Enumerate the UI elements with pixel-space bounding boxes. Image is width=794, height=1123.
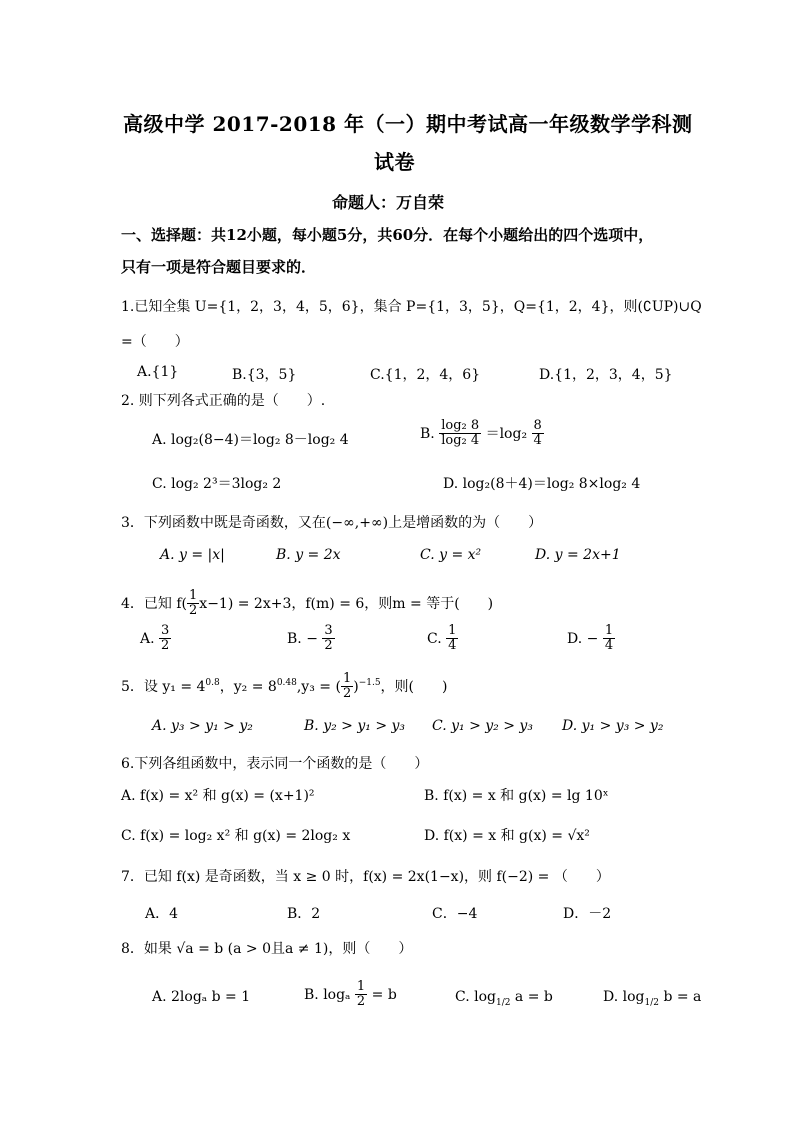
fraction-numerator: 3 [324,623,333,638]
question-8-stem: 8．如果 √a = b (a > 0且a ≠ 1)，则（ ） [121,941,413,957]
log-base: 1/2 [495,997,511,1008]
question-6-option-b: B. f(x) = x 和 g(x) = lg 10ˣ [424,788,609,804]
question-1-option-d: D.{1，2，3，4，5} [539,367,673,383]
question-5-stem-e: ，则( ) [380,678,448,695]
fraction-numerator: 1 [342,671,352,686]
question-4-option-c [427,624,458,654]
question-5-stem [121,672,447,702]
section-heading-line1: 一、选择题：共12小题，每小题5分，共60分．在每个小题给出的四个选项中， [121,226,654,244]
option-fraction [446,624,458,654]
question-6-option-d: D. f(x) = x 和 g(x) = √x² [424,828,590,844]
fraction-denominator: log₂ 4 [441,433,480,449]
question-5-option-a: A. y₃ > y₁ > y₂ [152,718,253,734]
question-2-option-b-label: B. [420,425,435,442]
question-3-option-a: A. y = |x| [160,547,225,563]
fraction-numerator: 3 [161,623,170,638]
option-fraction [355,980,367,1010]
question-7-option-b: B．2 [287,906,321,922]
option-label: D. log [603,989,645,1005]
question-2-option-b-equals: ＝log₂ [485,425,528,442]
question-2-option-b-fraction2 [532,419,544,449]
question-1-option-b: B.{3，5} [232,367,297,383]
option-label: B. logₐ [304,986,351,1003]
question-5-stem-a: 5．设 y₁ = 4 [121,678,206,695]
fraction-denominator: 4 [533,433,542,449]
fraction-denominator: 2 [342,686,352,702]
question-3-option-c: C. y = x² [420,547,482,563]
question-6-stem: 6.下列各组函数中，表示同一个函数的是（ ） [121,756,429,772]
option-rest: b = a [663,989,702,1005]
fraction-denominator: 4 [448,638,457,654]
question-5-stem-b: ，y₂ = 8 [219,678,277,695]
question-3-option-b: B. y = 2x [276,547,341,563]
question-4-option-b [287,624,335,654]
question-6-option-a: A. f(x) = x² 和 g(x) = (x+1)² [121,788,315,804]
option-rest: a = b [514,989,553,1005]
question-6-option-c: C. f(x) = log₂ x² 和 g(x) = 2log₂ x [121,828,351,844]
fraction-numerator: 1 [189,588,198,603]
question-3-option-d: D. y = 2x+1 [535,547,621,563]
question-3-stem: 3．下列函数中既是奇函数，又在(−∞,+∞)上是增函数的为（ ） [121,515,543,531]
question-2-option-d: D. log₂(8＋4)＝log₂ 8×log₂ 4 [443,476,641,492]
fraction-denominator: 2 [356,994,366,1010]
question-7-stem: 7．已知 f(x) 是奇函数，当 x ≥ 0 时，f(x) = 2x(1−x)，则 f(−2) = （ ） [121,869,610,885]
option-sign: − [306,630,318,647]
option-label: C. log [455,989,496,1005]
fraction-numerator: 1 [604,623,614,638]
exponent: 0.8 [205,678,220,689]
question-1-option-c: C.{1，2，4，6} [370,367,481,383]
question-8-option-d [603,989,701,1008]
option-label: C. [427,630,442,647]
question-4-option-a [140,624,171,654]
question-1-option-a: A.{1} [137,364,179,380]
fraction-numerator: 8 [533,418,542,433]
author-line: 命题人：万自荣 [332,193,445,212]
question-1-stem: 1.已知全集 U={1，2，3，4，5，6}，集合 P={1，3，5}，Q={1，2，4}，则(∁UP)∪Q [121,299,702,315]
question-7-option-c: C．−4 [432,906,478,922]
question-4-stem-b: x−1) = 2x+3，f(m) = 6，则m = 等于( ) [199,595,494,612]
question-7-option-d: D．－2 [563,906,612,922]
question-5-option-d: D. y₁ > y₃ > y₂ [562,718,664,734]
fraction-numerator: 1 [448,623,457,638]
question-4-fraction [187,589,199,619]
section-heading-line2: 只有一项是符合题目要求的． [121,258,317,276]
fraction-denominator: 4 [604,638,614,654]
exam-title-line2: 试卷 [374,150,415,174]
option-label: A. [140,630,155,647]
question-2-option-c: C. log₂ 2³＝3log₂ 2 [152,476,282,492]
question-5-option-b: B. y₂ > y₁ > y₃ [304,718,406,734]
fraction-numerator: log₂ 8 [441,418,480,433]
exam-title-line1: 高级中学 2017-2018 年（一）期中考试高一年级数学学科测 [123,112,693,136]
exponent: −1.5 [358,678,381,689]
question-5-stem-d: ) [353,678,359,695]
exponent: 0.48 [276,678,297,689]
question-5-fraction [341,672,353,702]
option-fraction [603,624,615,654]
fraction-denominator: 2 [324,638,333,654]
log-base: 1/2 [644,997,659,1008]
question-5-stem-c: ,y₃ = ( [296,678,341,695]
question-2-option-a: A. log₂(8−4)＝log₂ 8－log₂ 4 [152,432,349,448]
option-fraction [322,624,334,654]
question-4-option-d [567,624,615,654]
fraction-denominator: 2 [189,603,198,619]
option-sign: − [586,630,599,647]
option-label: B. [287,630,302,647]
question-1-stem-cont: =（ ） [121,334,189,350]
option-label: D. [567,630,583,647]
question-4-stem [121,589,493,619]
question-2-option-b-fraction [439,419,481,449]
option-fraction [159,624,171,654]
question-8-option-c [455,989,553,1008]
question-2-stem: 2. 则下列各式正确的是（ ）. [121,393,326,409]
question-2-option-b [420,419,544,449]
question-8-option-a: A. 2logₐ b = 1 [152,989,251,1005]
question-7-option-a: A．4 [145,906,179,922]
fraction-numerator: 1 [356,979,366,994]
fraction-denominator: 2 [161,638,170,654]
question-8-option-b [304,980,397,1010]
question-5-option-c: C. y₁ > y₂ > y₃ [432,718,533,734]
question-4-stem-a: 4．已知 f( [121,595,188,612]
option-rest: = b [371,986,397,1003]
